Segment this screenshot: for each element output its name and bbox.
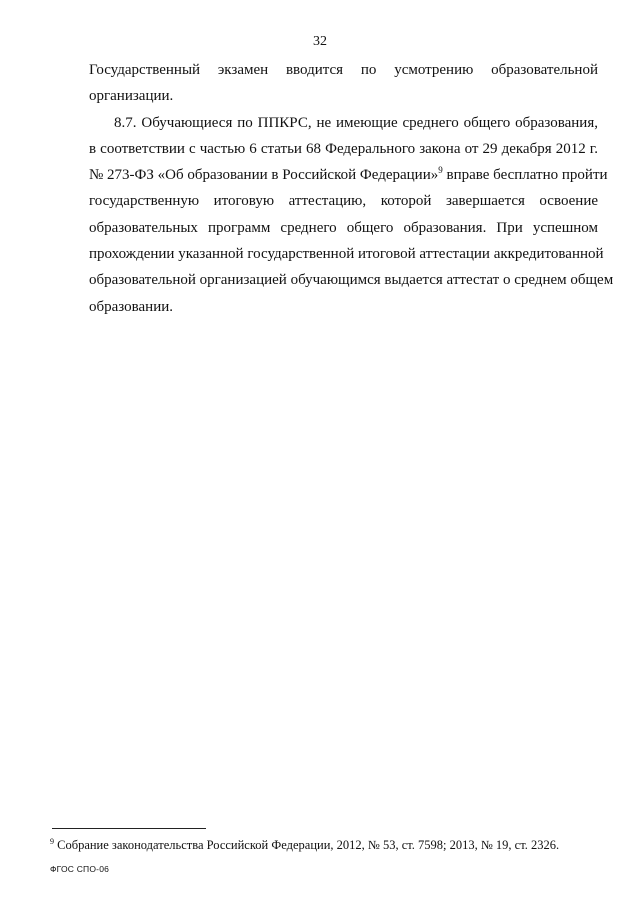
paragraph-start-line: 8.7. Обучающиеся по ППКРС, не имеющие среднего общего образования,	[114, 114, 598, 131]
page-number: 32	[313, 34, 327, 49]
text-line-with-footnote	[89, 162, 608, 188]
text-line: организации.	[89, 88, 174, 105]
document-code: ФГОС СПО-06	[50, 864, 110, 874]
footnote-marker: 9	[50, 836, 54, 846]
footnote-text: Собрание законодательства Российской Федерации, 2012, № 53, ст. 7598; 2013, № 19, ст. 2326.	[57, 838, 560, 852]
text-continuation: вправе бесплатно пройти	[446, 167, 608, 184]
footnote	[50, 837, 610, 853]
text-line: прохождении указанной государственной итоговой аттестации аккредитованной	[89, 246, 604, 263]
text-line: Государственный экзамен вводится по усмотрению образовательной	[89, 62, 598, 78]
text-line: в соответствии с частью 6 статьи 68 Федерального закона от 29 декабря 2012 г.	[89, 140, 598, 157]
body-text	[89, 57, 614, 320]
text-line: образовательной организацией обучающимся выдается аттестат о среднем общем	[89, 272, 614, 289]
text-line: государственную итоговую аттестацию, которой завершается освоение	[89, 193, 598, 210]
text-line: образовании.	[89, 298, 174, 315]
footnote-reference[interactable]: 9	[438, 165, 443, 176]
footnote-separator	[52, 828, 206, 829]
law-title-text: № 273-ФЗ «Об образовании в Российской Федерации»	[89, 167, 439, 184]
text-line: образовательных программ среднего общего образования. При успешном	[89, 219, 598, 236]
